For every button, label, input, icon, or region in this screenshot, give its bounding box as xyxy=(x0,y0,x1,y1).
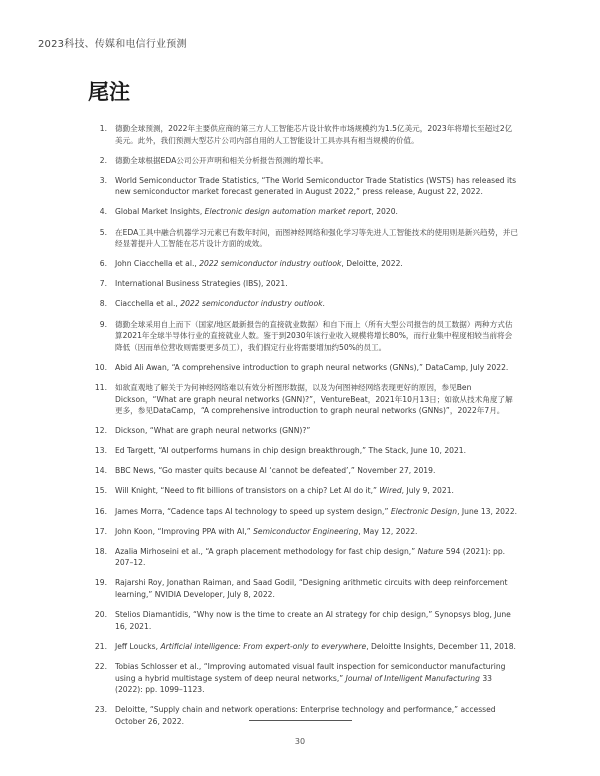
endnote-item xyxy=(88,206,518,218)
endnote-number: 16. xyxy=(94,506,107,516)
endnote-text xyxy=(115,445,518,457)
endnote-text xyxy=(115,506,518,518)
endnote-item xyxy=(88,445,518,457)
endnote-number: 9. xyxy=(99,319,107,329)
endnote-number: 10. xyxy=(94,362,107,372)
endnote-italic-title: Journal of Intelligent Manufacturing xyxy=(345,673,480,683)
endnote-text-segment: Deloitte, “Supply chain and network operations: Enterprise technology and performance,” accessed October 26, 2022. xyxy=(115,705,496,726)
endnote-text xyxy=(115,155,518,167)
endnote-number: 8. xyxy=(99,299,107,309)
endnote-item xyxy=(88,465,518,477)
endnote-number: 18. xyxy=(94,546,107,556)
endnote-text xyxy=(115,206,518,218)
endnote-number: 22. xyxy=(94,661,107,671)
endnote-item xyxy=(88,258,518,270)
endnote-italic-title: 2022 semiconductor industry outlook xyxy=(199,259,342,269)
endnote-text-segment: BBC News, “Go master quits because AI ‘cannot be defeated’,” November 27, 2019. xyxy=(115,466,436,476)
endnote-item xyxy=(88,609,518,632)
endnote-text-segment: , Deloitte, 2022. xyxy=(341,259,403,269)
endnote-text-segment: Jeff Loucks, xyxy=(115,641,161,651)
endnote-item xyxy=(88,227,518,250)
endnote-item xyxy=(88,546,518,569)
endnote-text xyxy=(115,641,518,653)
endnote-text-segment: 如欲直观地了解关于为何神经网络难以有效分析图形数据，以及为何图神经网络表现更好的原因，参见Ben Dickson，“What are graph neural networks (GNN)?”，VentureBeat，2021年10月13日；如欲从技术角度了解更多，参见DataCamp，“A comprehensive introduction to graph neural networks (GNNs)”，2022年7月。 xyxy=(115,382,513,416)
endnote-text xyxy=(115,362,518,374)
endnote-text-segment: James Morra, “Cadence taps AI technology to speed up system design,” xyxy=(115,506,391,516)
endnote-text xyxy=(115,609,518,632)
endnote-italic-title: Electronic design automation market report xyxy=(204,207,372,217)
endnote-text-segment: Stelios Diamantidis, “Why now is the time to create an AI strategy for chip design,” Synopsys blog, June 16, 2021. xyxy=(115,610,511,631)
endnote-text-segment: John Ciacchella et al., xyxy=(115,259,200,269)
endnote-number: 23. xyxy=(94,705,107,715)
endnote-text-segment: John Koon, “Improving PPA with AI,” xyxy=(115,526,254,536)
endnote-text-segment: Dickson, “What are graph neural networks (GNN)?” xyxy=(115,426,311,436)
endnote-number: 2. xyxy=(99,155,107,165)
endnote-text xyxy=(115,577,518,600)
endnote-text-segment: , June 13, 2022. xyxy=(457,506,518,516)
endnote-text xyxy=(115,526,518,538)
endnote-number: 3. xyxy=(99,175,107,185)
endnote-number: 11. xyxy=(94,382,107,392)
endnote-item xyxy=(88,155,518,167)
endnote-text xyxy=(115,661,518,696)
endnote-text-segment: 在EDA工具中融合机器学习元素已有数年时间，而图神经网络和强化学习等先进人工智能技术的使用则是新兴趋势，并已经显著提升人工智能在芯片设计方面的成效。 xyxy=(115,227,518,249)
endnote-item xyxy=(88,485,518,497)
endnote-number: 5. xyxy=(99,227,107,237)
endnote-item xyxy=(88,382,518,417)
endnote-text-segment: Ciacchella et al., xyxy=(115,299,181,309)
endnote-text xyxy=(115,485,518,497)
endnote-text xyxy=(115,382,518,417)
endnote-text-segment: , 2020. xyxy=(371,207,398,217)
endnotes-list xyxy=(88,123,518,736)
endnote-item xyxy=(88,641,518,653)
endnote-item xyxy=(88,577,518,600)
page-title: 尾注 xyxy=(88,80,130,104)
endnote-text xyxy=(115,278,518,290)
endnote-number: 6. xyxy=(99,259,107,269)
endnote-number: 4. xyxy=(99,207,107,217)
running-header: 2023科技、传媒和电信行业预测 xyxy=(38,39,187,50)
endnote-text xyxy=(115,175,518,198)
endnote-text xyxy=(115,319,518,354)
endnote-item xyxy=(88,123,518,146)
endnote-text xyxy=(115,546,518,569)
endnote-number: 13. xyxy=(94,446,107,456)
endnote-text-segment: , May 12, 2022. xyxy=(358,526,418,536)
footer-divider xyxy=(249,720,352,721)
endnote-item xyxy=(88,526,518,538)
endnote-text xyxy=(115,227,518,250)
endnote-text-segment: , July 9, 2021. xyxy=(401,486,454,496)
endnote-text-segment: 33 (2022): pp. 1099–1123. xyxy=(115,673,492,695)
endnote-number: 7. xyxy=(99,279,107,289)
endnote-item xyxy=(88,298,518,310)
endnote-item xyxy=(88,425,518,437)
endnote-text-segment: 594 (2021): pp. 207–12. xyxy=(115,546,506,568)
endnote-item xyxy=(88,704,518,727)
endnote-item xyxy=(88,278,518,290)
endnote-italic-title: Nature xyxy=(417,546,444,556)
endnote-text-segment: Ed Targett, “AI outperforms humans in chip design breakthrough,” The Stack, June 10, 2021. xyxy=(115,446,467,456)
endnote-text-segment: Abid Ali Awan, “A comprehensive introduction to graph neural networks (GNNs),” DataCamp, July 2022. xyxy=(115,362,509,372)
endnote-italic-title: 2022 semiconductor industry outlook xyxy=(180,299,323,309)
endnote-item xyxy=(88,661,518,696)
endnote-number: 12. xyxy=(94,426,107,436)
endnote-number: 1. xyxy=(99,124,107,133)
page-number: 30 xyxy=(294,737,306,746)
endnote-number: 19. xyxy=(94,578,107,588)
endnote-item xyxy=(88,319,518,354)
endnote-text xyxy=(115,258,518,270)
endnote-text xyxy=(115,465,518,477)
endnote-text-segment: 德勤全球预测，2022年主要供应商的第三方人工智能芯片设计软件市场规模约为1.5亿美元，2023年将增长至超过2亿美元。此外，我们预测大型芯片公司内部自用的人工智能设计工具亦具有相当规模的价值。 xyxy=(115,124,513,145)
endnote-text xyxy=(115,425,518,437)
endnote-number: 17. xyxy=(94,526,107,536)
endnote-number: 20. xyxy=(94,610,107,620)
endnote-text-segment: , Deloitte Insights, December 11, 2018. xyxy=(366,641,516,651)
endnote-item xyxy=(88,506,518,518)
endnote-text xyxy=(115,704,518,727)
endnote-text-segment: Global Market Insights, xyxy=(115,207,205,217)
endnote-text-segment: 德勤全球根据EDA公司公开声明和相关分析报告预测的增长率。 xyxy=(115,155,329,165)
endnote-text-segment: Will Knight, “Need to fit billions of transistors on a chip? Let AI do it,” xyxy=(115,486,380,496)
endnote-number: 14. xyxy=(94,466,107,476)
endnote-italic-title: Electronic Design xyxy=(390,506,458,516)
endnote-item xyxy=(88,175,518,198)
endnote-number: 15. xyxy=(94,486,107,496)
endnote-italic-title: Semiconductor Engineering xyxy=(253,526,359,536)
endnote-text xyxy=(115,298,518,310)
endnote-text-segment: Azalia Mirhoseini et al., “A graph placement methodology for fast chip design,” xyxy=(115,546,418,556)
endnote-text-segment: 德勤全球采用自上而下（国家/地区最新报告的直接就业数据）和自下而上（所有大型公司报告的员工数据）两种方式估算2021年全球半导体行业的直接就业人数。鉴于到2030年该行业收入规模将增长80%，而行业集中程度相较当前将会降低（因而单位营收则需要更多员工），我们假定行业将需要增加约50%的员工。 xyxy=(115,319,513,352)
endnote-italic-title: Artificial intelligence: From expert-only to everywhere xyxy=(160,641,367,651)
endnote-number: 21. xyxy=(94,641,107,651)
endnote-text-segment: Rajarshi Roy, Jonathan Raiman, and Saad Godil, “Designing arithmetic circuits with deep reinforcement learning,” NVIDIA Developer, July 8, 2022. xyxy=(115,578,508,600)
endnote-text-segment: World Semiconductor Trade Statistics, “The World Semiconductor Trade Statistics (WSTS) has released its new semiconductor market forecast generated in August 2022,” press release, August 22, 2022. xyxy=(115,175,517,197)
endnote-text xyxy=(115,123,518,146)
endnote-text-segment: . xyxy=(322,299,325,309)
endnote-item xyxy=(88,362,518,374)
endnote-text-segment: Tobias Schlosser et al., “Improving automated visual fault inspection for semiconductor manufacturing using a hybrid multistage system of deep neural networks,” xyxy=(115,661,506,683)
endnote-text-segment: International Business Strategies (IBS), 2021. xyxy=(115,279,288,289)
endnote-italic-title: Wired xyxy=(379,486,402,496)
